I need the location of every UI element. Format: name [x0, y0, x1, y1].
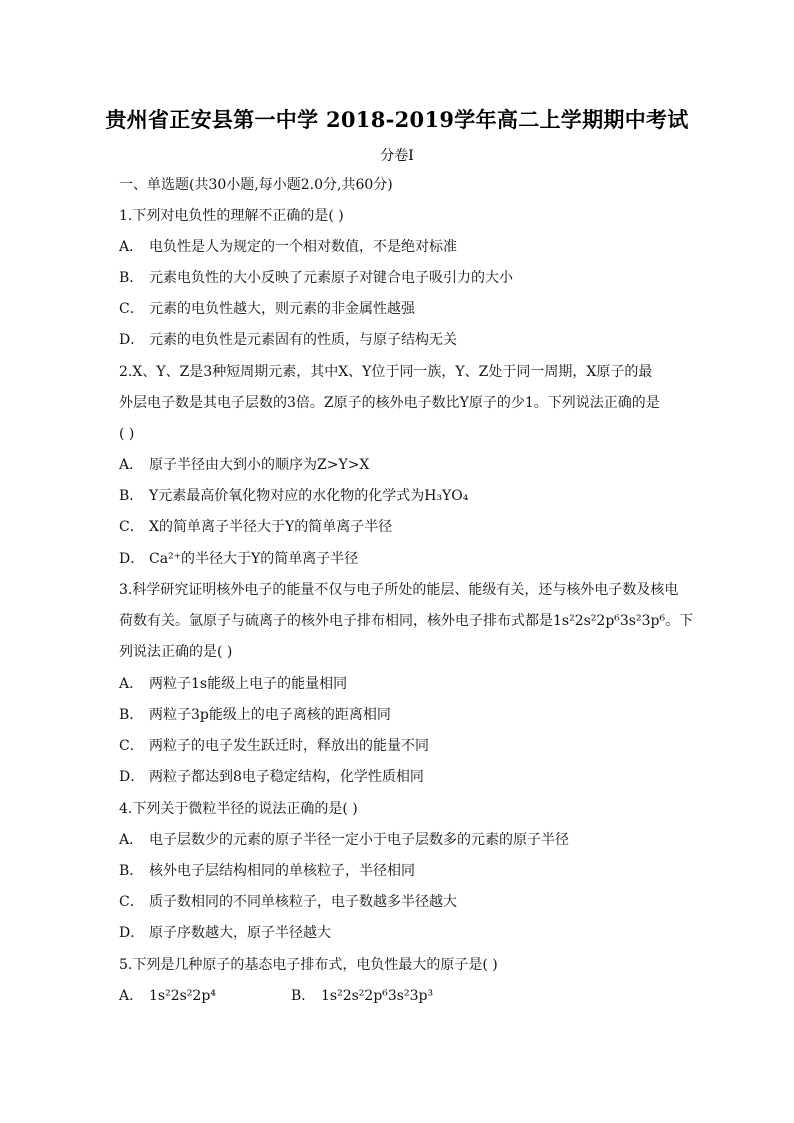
option-letter: B．	[119, 707, 144, 723]
option-letter: B．	[119, 270, 144, 286]
question-4-option-a	[119, 830, 569, 850]
exam-title: 贵州省正安县第一中学 2018-2019学年高二上学期期中考试	[105, 107, 689, 132]
question-2-option-b	[119, 486, 468, 506]
question-4-stem: 4.下列关于微粒半径的说法正确的是( )	[119, 801, 358, 817]
option-text: X的简单离子半径大于Y的简单离子半径	[149, 519, 393, 535]
question-1-option-d	[119, 330, 457, 350]
option-text: 元素的电负性越大，则元素的非金属性越强	[149, 301, 415, 317]
question-1-option-b	[119, 268, 513, 288]
option-letter: B．	[119, 488, 144, 504]
question-2-option-d	[119, 549, 358, 569]
question-2-stem-line-1: 2.X、Y、Z是3种短周期元素，其中X、Y位于同一族，Y、Z处于同一周期，X原子的最	[119, 364, 653, 380]
option-text: 元素的电负性是元素固有的性质，与原子结构无关	[149, 332, 457, 348]
option-letter: A．	[119, 239, 144, 255]
option-text: 两粒子的电子发生跃迁时，释放出的能量不同	[149, 738, 429, 754]
question-3-option-c	[119, 736, 429, 756]
question-3-stem-line-3: 列说法正确的是( )	[119, 644, 233, 660]
option-text: 电子层数少的元素的原子半径一定小于电子层数多的元素的原子半径	[149, 832, 569, 848]
question-5-option-a	[119, 986, 216, 1006]
paper-section-label: 分卷I	[380, 148, 414, 164]
option-text: 元素电负性的大小反映了元素原子对键合电子吸引力的大小	[149, 270, 513, 286]
option-text: Ca²⁺的半径大于Y的简单离子半径	[149, 551, 359, 567]
question-4-option-c	[119, 892, 457, 912]
option-letter: D．	[119, 769, 145, 785]
option-letter: C．	[119, 738, 144, 754]
option-letter: B．	[291, 988, 316, 1004]
question-3-option-b	[119, 705, 391, 725]
option-text: 电负性是人为规定的一个相对数值，不是绝对标准	[149, 239, 457, 255]
option-letter: D．	[119, 925, 145, 941]
option-text: Y元素最高价氧化物对应的水化物的化学式为H₃YO₄	[149, 488, 469, 504]
question-3-stem-line-2: 荷数有关。氩原子与硫离子的核外电子排布相同，核外电子排布式都是1s²2s²2p⁶3s²3p⁶。下	[119, 613, 694, 629]
question-3-option-d	[119, 767, 424, 787]
option-letter: A．	[119, 457, 144, 473]
question-4-option-d	[119, 923, 331, 943]
option-letter: D．	[119, 332, 145, 348]
question-2-option-a	[119, 455, 369, 475]
option-letter: D．	[119, 551, 145, 567]
option-letter: B．	[119, 863, 144, 879]
question-5-stem: 5.下列是几种原子的基态电子排布式，电负性最大的原子是( )	[119, 957, 498, 973]
option-text: 两粒子1s能级上电子的能量相同	[149, 676, 348, 692]
option-text: 1s²2s²2p⁶3s²3p³	[321, 988, 434, 1004]
option-text: 原子序数越大，原子半径越大	[149, 925, 331, 941]
section-heading: 一、单选题(共30小题,每小题2.0分,共60分)	[119, 177, 393, 193]
question-2-stem-line-2: 外层电子数是其电子层数的3倍。Z原子的核外电子数比Y原子的少1。下列说法正确的是	[119, 395, 660, 411]
option-letter: A．	[119, 988, 144, 1004]
question-2-option-c	[119, 517, 392, 537]
question-4-option-b	[119, 861, 415, 881]
option-text: 两粒子3p能级上的电子离核的距离相同	[149, 707, 391, 723]
question-1-option-c	[119, 299, 415, 319]
option-text: 两粒子都达到8电子稳定结构，化学性质相同	[149, 769, 424, 785]
option-letter: A．	[119, 832, 144, 848]
question-2-stem-line-3: ( )	[119, 426, 135, 442]
question-3-option-a	[119, 674, 347, 694]
option-letter: C．	[119, 519, 144, 535]
option-letter: C．	[119, 301, 144, 317]
question-1-option-a	[119, 237, 457, 257]
question-3-stem-line-1: 3.科学研究证明核外电子的能量不仅与电子所处的能层、能级有关，还与核外电子数及核电	[119, 582, 679, 598]
option-letter: C．	[119, 894, 144, 910]
option-text: 质子数相同的不同单核粒子，电子数越多半径越大	[149, 894, 457, 910]
option-text: 核外电子层结构相同的单核粒子，半径相同	[149, 863, 415, 879]
option-letter: A．	[119, 676, 144, 692]
option-text: 1s²2s²2p⁴	[149, 988, 216, 1004]
question-1-stem: 1.下列对电负性的理解不正确的是( )	[119, 208, 344, 224]
question-5-option-b	[291, 986, 433, 1006]
option-text: 原子半径由大到小的顺序为Z>Y>X	[149, 457, 370, 473]
